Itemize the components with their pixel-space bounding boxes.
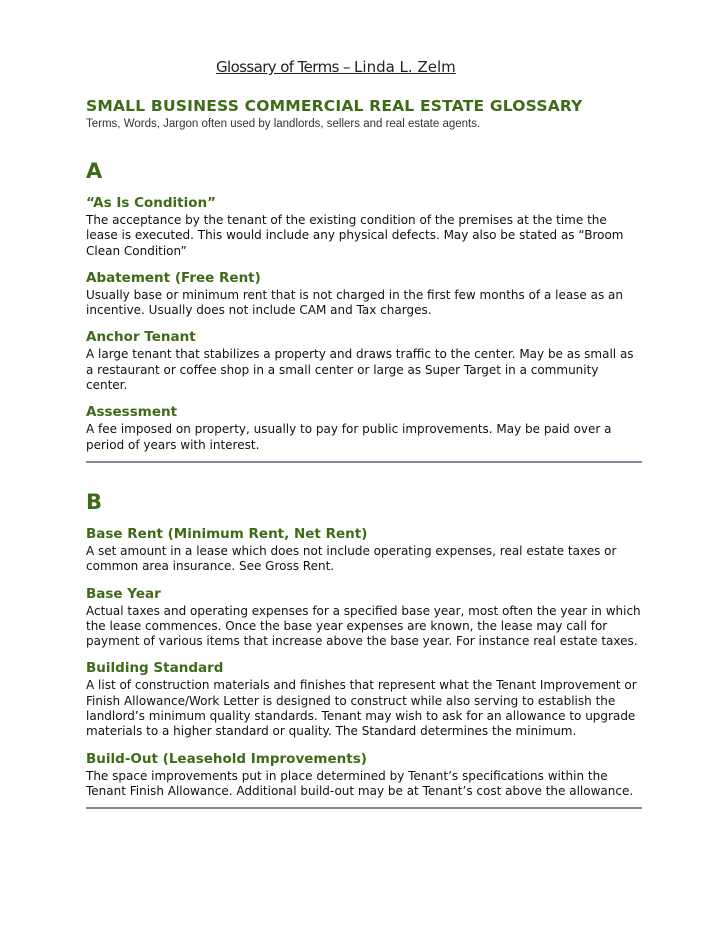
glossary-entry bbox=[86, 586, 642, 650]
entry-definition: A list of construction materials and finishes that represent what the Tenant Improvement or Finish Allowance/Work Letter is designed to construct while also serving to establish the landlord’s minimum quality standards. Tenant may wish to ask for an allowance to upgrade materials to a higher standard or quality. The Standard determines the minimum. bbox=[86, 678, 637, 739]
document-title: SMALL BUSINESS COMMERCIAL REAL ESTATE GLOSSARY bbox=[86, 97, 583, 115]
entry-term: Base Year bbox=[86, 585, 161, 602]
entry-definition: A set amount in a lease which does not include operating expenses, real estate taxes or common area insurance. See Gross Rent. bbox=[86, 543, 617, 574]
document-page bbox=[86, 0, 642, 809]
section-a bbox=[86, 158, 642, 463]
glossary-entry bbox=[86, 270, 642, 319]
section-divider bbox=[86, 461, 642, 463]
running-header bbox=[86, 58, 642, 76]
entry-definition: The space improvements put in place determined by Tenant’s specifications within the Tenant Finish Allowance. Additional build-out may be at Tenant’s cost above the allowance. bbox=[86, 768, 634, 798]
section-letter: A bbox=[86, 159, 103, 183]
glossary-entry bbox=[86, 195, 642, 259]
entry-term: Base Rent (Minimum Rent, Net Rent) bbox=[86, 525, 368, 542]
entry-definition: Usually base or minimum rent that is not charged in the first few months of a lease as an incentive. Usually does not include CAM and Tax charges. bbox=[86, 287, 624, 318]
header-author: Linda L. Zelm bbox=[354, 58, 456, 76]
entry-definition: A large tenant that stabilizes a property and draws traffic to the center. May be as small as a restaurant or coffee shop in a small center or large as Super Target in a community center. bbox=[86, 347, 634, 393]
section-b bbox=[86, 489, 642, 809]
entry-definition: The acceptance by the tenant of the existing condition of the premises at the time the lease is executed. This would include any physical defects. May also be stated as “Broom Clean Condition” bbox=[86, 213, 624, 258]
entry-term: Abatement (Free Rent) bbox=[86, 269, 261, 286]
entry-term: Anchor Tenant bbox=[86, 329, 196, 346]
glossary-entry bbox=[86, 404, 642, 453]
entry-term: Build-Out (Leasehold Improvements) bbox=[86, 750, 367, 767]
glossary-entry bbox=[86, 526, 642, 575]
entry-definition: A fee imposed on property, usually to pay for public improvements. May be paid over a period of years with interest. bbox=[86, 422, 612, 452]
entry-term: “As Is Condition” bbox=[86, 195, 216, 211]
glossary-entry bbox=[86, 329, 642, 393]
section-letter: B bbox=[86, 489, 103, 514]
entry-term: Building Standard bbox=[86, 660, 224, 677]
header-prefix: Glossary of Terms – bbox=[216, 58, 355, 76]
document-subtitle: Terms, Words, Jargon often used by landlords, sellers and real estate agents. bbox=[86, 118, 481, 130]
entry-definition: Actual taxes and operating expenses for a specified base year, most often the year in which the lease commences. Once the base year expenses are known, the lease may call for payment of various items that increase above the base year. For instance real estate taxes. bbox=[86, 603, 641, 649]
entry-term: Assessment bbox=[86, 404, 178, 421]
glossary-entry bbox=[86, 751, 642, 800]
section-divider bbox=[86, 807, 642, 809]
glossary-entry bbox=[86, 660, 642, 739]
